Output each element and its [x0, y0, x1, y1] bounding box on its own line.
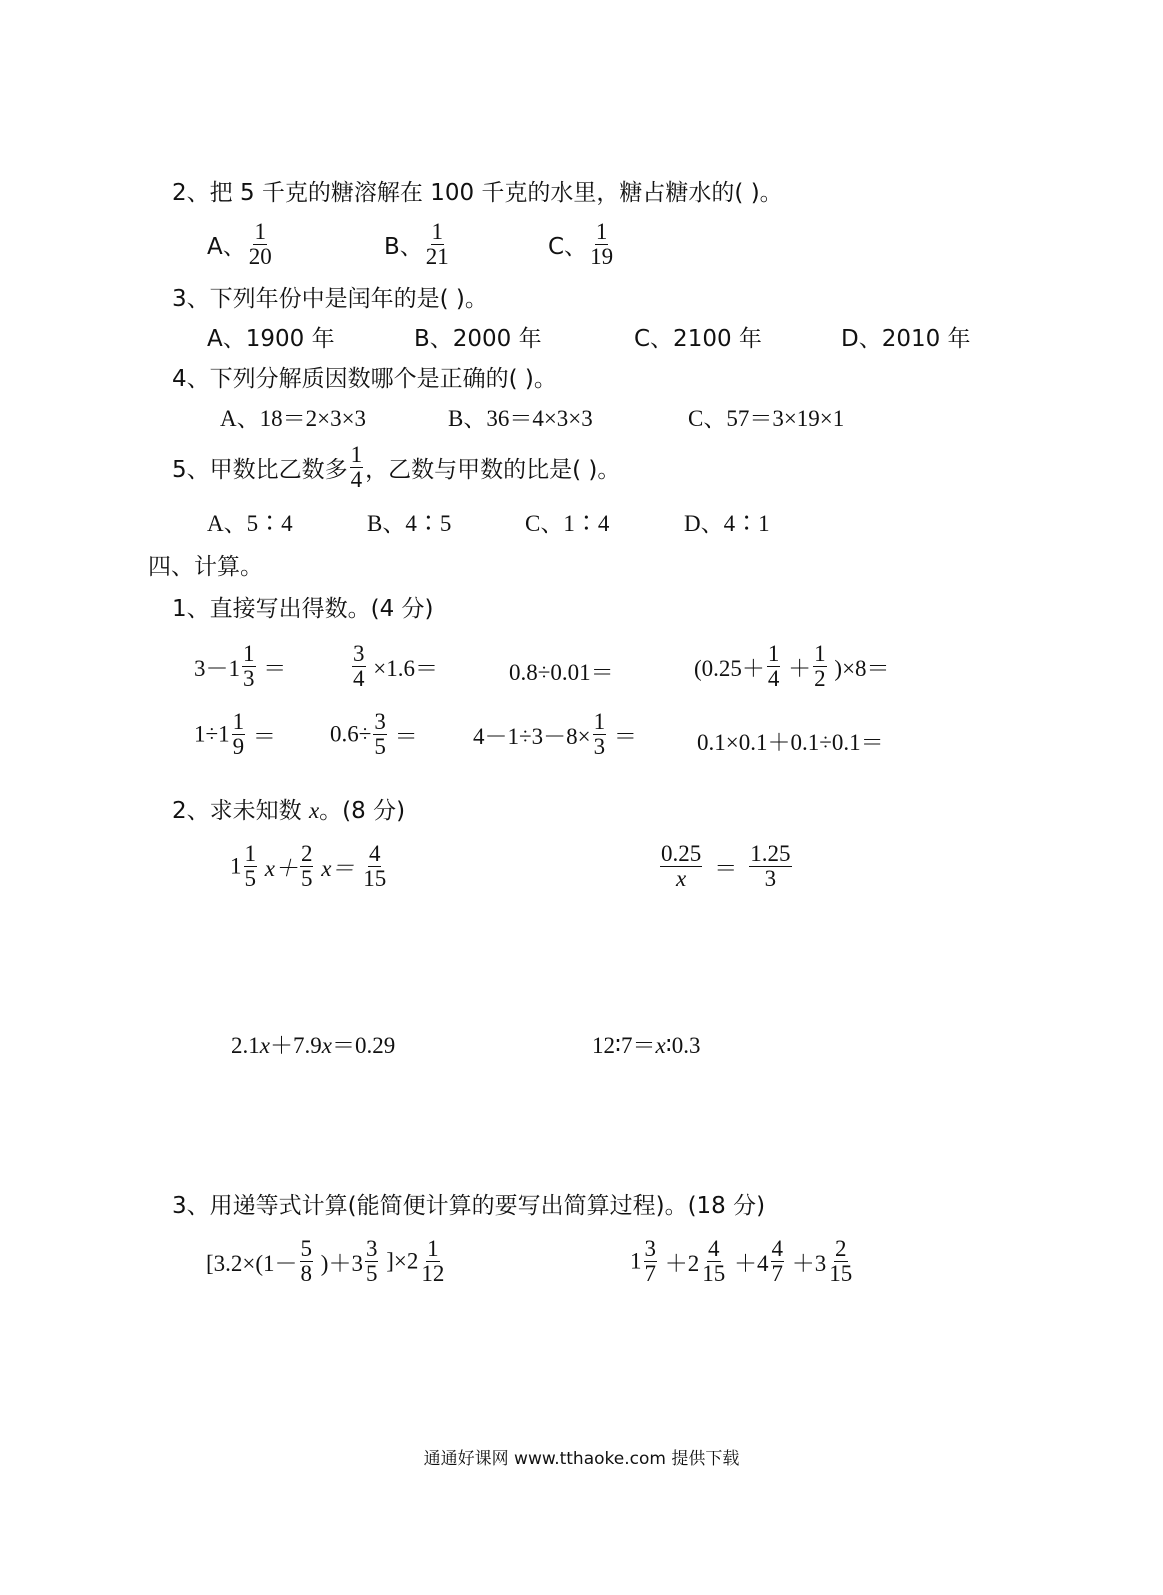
expr-text: 4－1÷3－8×	[473, 724, 591, 749]
fraction	[300, 842, 314, 891]
numerator: 0.25	[661, 841, 702, 866]
calc-2-equation-3	[231, 1027, 395, 1060]
variable-x: x	[259, 1033, 270, 1058]
numerator: 3	[644, 1236, 656, 1261]
numerator: 1	[595, 219, 608, 244]
calc-2-equation-2	[658, 842, 794, 891]
denominator: 8	[300, 1261, 313, 1286]
numerator: 1	[814, 641, 826, 666]
q3-option-d: D、2010 年	[841, 326, 971, 352]
denominator: 3	[764, 866, 777, 891]
denominator: 5	[300, 866, 313, 891]
q5-option-b: B、4∶5	[367, 511, 452, 536]
numerator: 1	[431, 219, 444, 244]
fraction	[300, 1237, 314, 1286]
numerator: 4	[771, 1236, 783, 1261]
q2-option-c-label: C、	[548, 234, 588, 260]
numerator: 3	[365, 1236, 378, 1261]
q3-option-c: C、2100 年	[634, 326, 762, 352]
variable-x: x	[321, 1033, 332, 1058]
question-5	[172, 443, 620, 492]
eq-text: 12∶7＝	[592, 1033, 656, 1058]
expr-text: ＝	[388, 724, 418, 749]
fraction	[373, 710, 387, 759]
fraction	[828, 1237, 853, 1286]
numerator: 1	[243, 641, 255, 666]
denominator: x	[676, 866, 687, 891]
question-4: 4、下列分解质因数哪个是正确的( )。	[172, 366, 557, 392]
q5-option-a: A、5∶4	[207, 511, 293, 536]
numerator: 1	[593, 709, 606, 734]
denominator: 4	[353, 666, 365, 691]
q2-option-c	[548, 220, 616, 269]
question-2: 2、把 5 千克的糖溶解在 100 千克的水里，糖占糖水的( )。	[172, 180, 783, 206]
calc-2-equation-1	[230, 842, 389, 891]
calc-2-equation-4	[592, 1027, 700, 1060]
eq-text: 2.1	[231, 1033, 260, 1058]
denominator: 5	[244, 866, 256, 891]
fraction	[813, 642, 827, 691]
variable-x: x	[308, 798, 320, 823]
fraction	[593, 710, 607, 759]
expr-text: ×1.6＝	[367, 656, 438, 681]
denominator: 12	[421, 1261, 445, 1286]
fraction	[767, 642, 781, 691]
fraction	[365, 1237, 379, 1286]
numerator: 1.25	[750, 841, 791, 866]
eq-text: x＋	[259, 856, 298, 881]
eq-text: ＝	[714, 856, 738, 881]
fraction	[420, 1237, 445, 1286]
numerator: 1	[232, 709, 245, 734]
fraction	[749, 842, 791, 891]
q2-option-a-fraction	[248, 220, 273, 269]
calc-1-expr-3: 0.8÷0.01＝	[509, 660, 614, 685]
calc-1-expr-5	[194, 710, 276, 759]
q5-fraction	[350, 443, 364, 492]
calc-3-title: 3、用递等式计算(能简便计算的要写出简算过程)。(18 分)	[172, 1193, 766, 1219]
fraction	[660, 842, 702, 891]
q2-option-a	[207, 220, 275, 269]
calc-1-expr-8: 0.1×0.1＋0.1÷0.1＝	[697, 730, 884, 755]
expr-text: ＋	[782, 656, 812, 681]
calc-1-expr-1	[194, 642, 286, 691]
expr-text: [3.2×(1－	[206, 1251, 298, 1276]
q2-option-c-fraction	[589, 220, 614, 269]
numerator: 4	[708, 1236, 720, 1261]
numerator: 3	[353, 641, 365, 666]
denominator: 19	[590, 244, 614, 269]
q3-option-b: B、2000 年	[414, 326, 542, 352]
eq-text: ＝0.29	[331, 1033, 396, 1058]
q2-option-b-label: B、	[384, 234, 423, 260]
q4-option-b: B、36＝4×3×3	[448, 406, 593, 431]
denominator: 20	[248, 244, 272, 269]
fraction	[644, 1237, 658, 1286]
calc-1-expr-6	[330, 710, 418, 759]
q2-option-a-label: A、	[207, 234, 246, 260]
numerator: 5	[300, 1236, 313, 1261]
numerator: 3	[374, 709, 386, 734]
eq-text: 1	[230, 853, 242, 879]
denominator: 15	[702, 1261, 726, 1286]
fraction	[362, 842, 387, 891]
numerator: 2	[835, 1236, 847, 1261]
fraction	[242, 642, 256, 691]
denominator: 4	[350, 467, 363, 492]
expr-text: )×8＝	[828, 656, 890, 681]
expr-text: 1	[630, 1248, 642, 1274]
q5-text-after: ，乙数与甲数的比是( )。	[365, 457, 621, 483]
eq-text: ＋7.9	[269, 1033, 322, 1058]
title-text: 2、求未知数	[172, 798, 309, 824]
expr-text: ＝	[608, 724, 637, 749]
q5-option-d: D、4∶1	[684, 511, 770, 536]
question-3: 3、下列年份中是闰年的是( )。	[172, 286, 488, 312]
page-footer: 通通好课网 www.tthaoke.com 提供下载	[423, 1449, 740, 1469]
expr-text: ＋4	[728, 1251, 769, 1276]
fraction	[771, 1237, 785, 1286]
numerator: 2	[300, 841, 313, 866]
calc-3-expr-1	[206, 1237, 447, 1286]
eq-text: ∶0.3	[665, 1033, 701, 1058]
calc-3-expr-2	[630, 1237, 855, 1286]
numerator: 1	[350, 442, 363, 467]
expr-text: ＝	[247, 724, 276, 749]
numerator: 4	[368, 841, 381, 866]
expr-text: 0.6÷	[330, 721, 372, 747]
fraction	[352, 642, 366, 691]
fraction	[232, 710, 246, 759]
q4-option-c: C、57＝3×19×1	[688, 406, 845, 431]
q5-text-before: 5、甲数比乙数多	[172, 457, 348, 483]
numerator: 1	[427, 1236, 439, 1261]
q3-option-a: A、1900 年	[207, 326, 335, 352]
calc-1-expr-4	[694, 642, 890, 691]
q4-option-a: A、18＝2×3×3	[220, 406, 367, 431]
variable-x: x	[655, 1033, 666, 1058]
expr-text: 3－1	[194, 656, 240, 681]
denominator: 7	[771, 1261, 783, 1286]
eq-text: x＝	[315, 856, 361, 881]
denominator: 2	[814, 666, 826, 691]
denominator: 5	[365, 1261, 378, 1286]
title-text: 。(8 分)	[319, 798, 406, 824]
q2-option-b	[384, 220, 452, 269]
numerator: 1	[254, 219, 266, 244]
expr-text: (0.25＋	[694, 656, 765, 681]
q5-option-c: C、1∶4	[525, 511, 610, 536]
expr-text: ＋3	[786, 1251, 827, 1276]
section-4-title: 四、计算。	[148, 554, 263, 580]
expr-text: 1÷1	[194, 721, 230, 747]
denominator: 9	[232, 734, 245, 759]
q2-option-b-fraction	[425, 220, 450, 269]
numerator: 1	[244, 841, 256, 866]
denominator: 5	[374, 734, 386, 759]
expr-text: ]×2	[380, 1248, 419, 1274]
denominator: 21	[425, 244, 449, 269]
expr-text: )＋3	[315, 1251, 363, 1276]
calc-1-expr-2	[350, 642, 438, 691]
denominator: 15	[363, 866, 387, 891]
denominator: 3	[243, 666, 255, 691]
numerator: 1	[767, 641, 780, 666]
denominator: 15	[829, 1261, 853, 1286]
calc-2-title	[172, 792, 405, 825]
denominator: 4	[767, 666, 780, 691]
expr-text: ＋2	[659, 1251, 700, 1276]
calc-1-expr-7	[473, 710, 637, 759]
fraction	[701, 1237, 726, 1286]
calc-1-title: 1、直接写出得数。(4 分)	[172, 596, 434, 622]
expr-text: ＝	[257, 656, 287, 681]
fraction	[244, 842, 258, 891]
denominator: 7	[644, 1261, 656, 1286]
denominator: 3	[593, 734, 606, 759]
